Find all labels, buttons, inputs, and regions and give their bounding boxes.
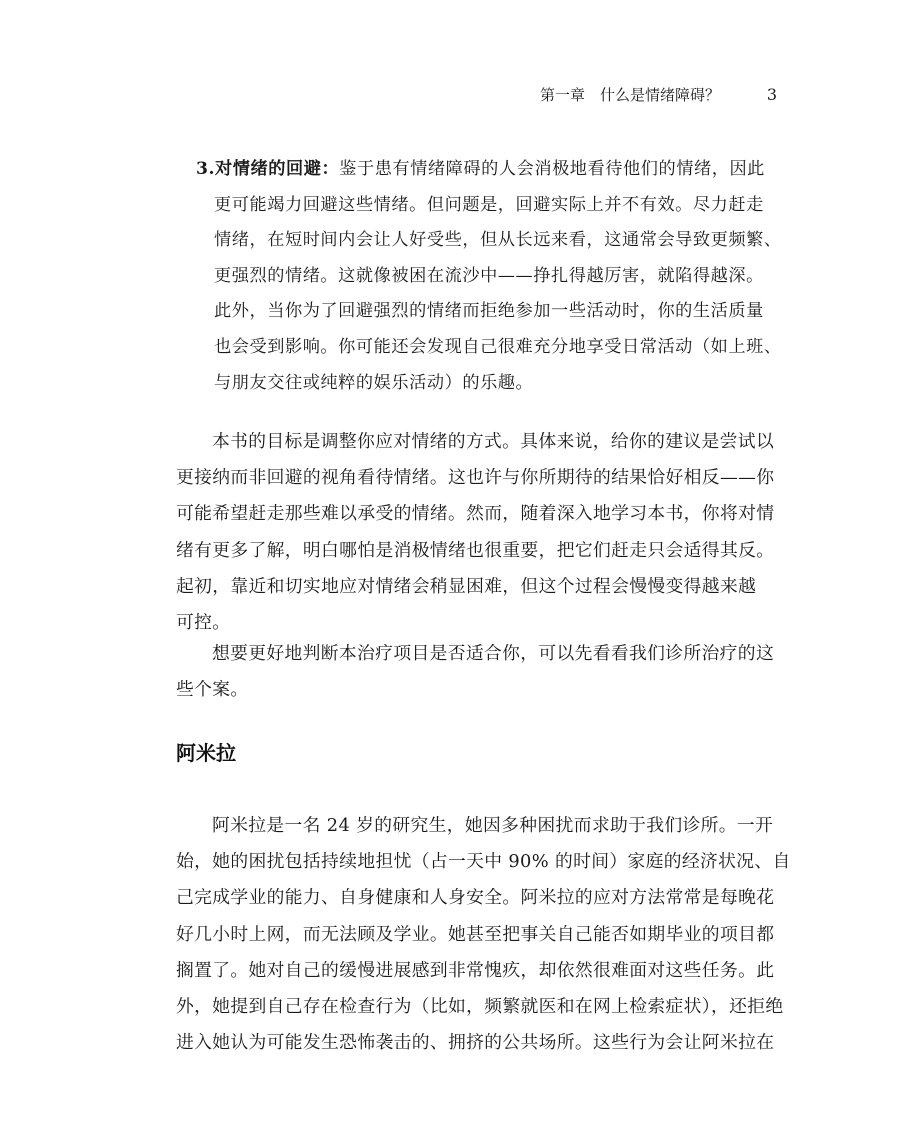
- paragraph-line: 好几小时上网，而无法顾及学业。她甚至把事关自己能否如期毕业的项目都: [176, 923, 775, 945]
- paragraph-line: 更接纳而非回避的视角看待情绪。这也许与你所期待的结果恰好相反——你: [176, 467, 775, 489]
- paragraph-line: 始，她的困扰包括持续地担忧（占一天中 90% 的时间）家庭的经济状况、自: [176, 851, 791, 873]
- paragraph-line: 外，她提到自己存在检查行为（比如，频繁就医和在网上检索症状），还拒绝: [176, 996, 784, 1018]
- paragraph-line: 搁置了。她对自己的缓慢进展感到非常愧疚，却依然很难面对这些任务。此: [176, 959, 775, 981]
- list-item-line: 此外，当你为了回避强烈的情绪而拒绝参加一些活动时，你的生活质量: [214, 301, 764, 322]
- page-number: 3: [766, 85, 777, 104]
- list-item-line: 也会受到影响。你可能还会发现自己很难充分地享受日常活动（如上班、: [214, 336, 782, 357]
- paragraph-line: 阿米拉是一名 24 岁的研究生，她因多种困扰而求助于我们诊所。一开: [212, 815, 774, 836]
- list-item-line: 与朋友交往或纯粹的娱乐活动）的乐趣。: [214, 372, 534, 393]
- paragraph-line: 可控。: [176, 612, 231, 634]
- paragraph-line: 绪有更多了解，明白哪怕是消极情绪也很重要，把它们赶走只会适得其反。: [176, 539, 775, 561]
- list-item-line: 更可能竭力回避这些情绪。但问题是，回避实际上并不有效。尽力赶走: [214, 194, 764, 215]
- paragraph-line: 本书的目标是调整你应对情绪的方式。具体来说，给你的建议是尝试以: [212, 431, 775, 452]
- list-item-line: 鉴于患有情绪障碍的人会消极地看待他们的情绪，因此: [339, 159, 765, 179]
- list-item-line: 更强烈的情绪。这就像被困在流沙中——挣扎得越厉害，就陷得越深。: [214, 265, 764, 286]
- running-header: [500, 82, 777, 108]
- list-item-first-line: [196, 152, 780, 188]
- paragraph-line: 些个案。: [176, 679, 249, 701]
- paragraph-line: 进入她认为可能发生恐怖袭击的、拥挤的公共场所。这些行为会让阿米拉在: [176, 1032, 775, 1054]
- paragraph-line: 可能希望赶走那些难以承受的情绪。然而，随着深入地学习本书，你将对情: [176, 503, 775, 525]
- body-paragraph: [176, 808, 791, 1061]
- paragraph-line: 起初，靠近和切实地应对情绪会稍显困难，但这个过程会慢慢变得越来越: [176, 575, 757, 597]
- section-heading: 阿米拉: [176, 741, 236, 765]
- body-paragraph: [176, 636, 780, 708]
- list-item-number: 3.: [196, 159, 216, 179]
- list-item-term: 对情绪的回避：: [215, 159, 340, 179]
- paragraph-line: 想要更好地判断本治疗项目是否适合你，可以先看看我们诊所治疗的这: [212, 643, 775, 664]
- list-item-line: 情绪，在短时间内会让人好受些，但从长远来看，这通常会导致更频繁、: [214, 230, 782, 251]
- paragraph-line: 己完成学业的能力、自身健康和人身安全。阿米拉的应对方法常常是每晚花: [176, 887, 775, 909]
- numbered-list-item: [196, 152, 780, 401]
- chapter-title: 第一章 什么是情绪障碍？: [540, 86, 721, 104]
- body-paragraph: [176, 424, 780, 641]
